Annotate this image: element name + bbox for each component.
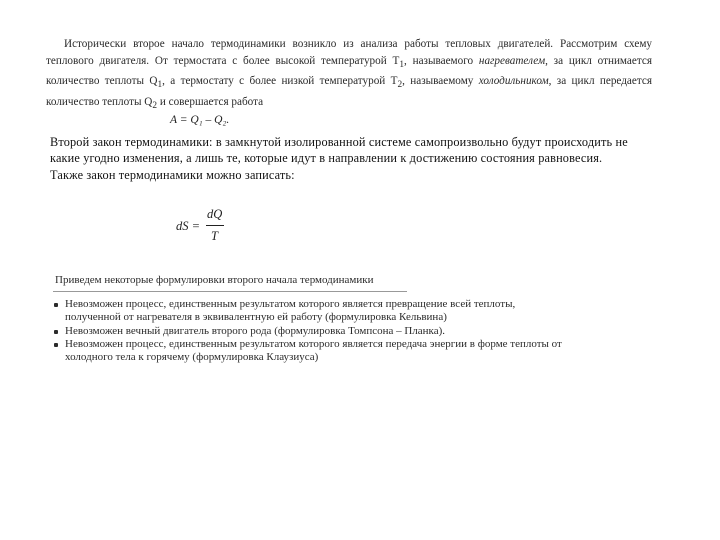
term-heater: нагревателем bbox=[478, 54, 546, 67]
bullet-icon bbox=[54, 343, 58, 347]
list-item: Невозможен вечный двигатель второго рода (формулировка Томпсона – Планка). bbox=[53, 325, 563, 338]
formulations-heading: Приведем некоторые формулировки второго начала термодинамики bbox=[55, 274, 374, 286]
work-formula: A = Q₁ – Q₂. bbox=[170, 114, 230, 126]
entropy-denominator: T bbox=[211, 229, 218, 243]
formulations-block bbox=[53, 274, 563, 364]
entropy-formula bbox=[176, 205, 236, 245]
second-law-text: Второй закон термодинамики: в замкнутой изолированной системе самопроизвольно будут происходить не какие угодно изменения, а лишь те, которые идут в направлении к достижению состояния равновесия. bbox=[50, 135, 628, 166]
list-item: Невозможен процесс, единственным результатом которого является превращение всей теплоты, полученной от нагревателя в эквивалентную ей работу (формулировка Кельвина) bbox=[53, 298, 563, 324]
formulations-list bbox=[53, 298, 563, 364]
bullet-icon bbox=[54, 303, 58, 307]
bullet-icon bbox=[54, 330, 58, 334]
term-cooler: холодильником bbox=[478, 75, 549, 88]
list-item: Невозможен процесс, единственным результатом которого является передача энергии в форме теплоты от холодного тела к горячему (формулировка Клаузиуса) bbox=[53, 338, 563, 364]
entropy-numerator: dQ bbox=[207, 207, 223, 221]
fraction-bar bbox=[206, 225, 224, 226]
heading-rule bbox=[53, 291, 407, 292]
alt-form-text: Также закон термодинамики можно записать: bbox=[50, 167, 295, 182]
entropy-lhs: dS = bbox=[176, 219, 201, 233]
second-law-block bbox=[50, 134, 660, 183]
intro-paragraph: Исторически второе начало термодинамики возникло из анализа работы тепловых двигателей. Рассмотрим схему теплового двигателя. От термостата с более высокой температурой $T_1$, называемого нагревателем, за цикл отнимается количество теплоты $Q_1$, а термостату с более низкой температурой $T_2$, называемому холодильником, за цикл передается количество теплоты $Q_2$ и совершается работа bbox=[46, 38, 653, 112]
